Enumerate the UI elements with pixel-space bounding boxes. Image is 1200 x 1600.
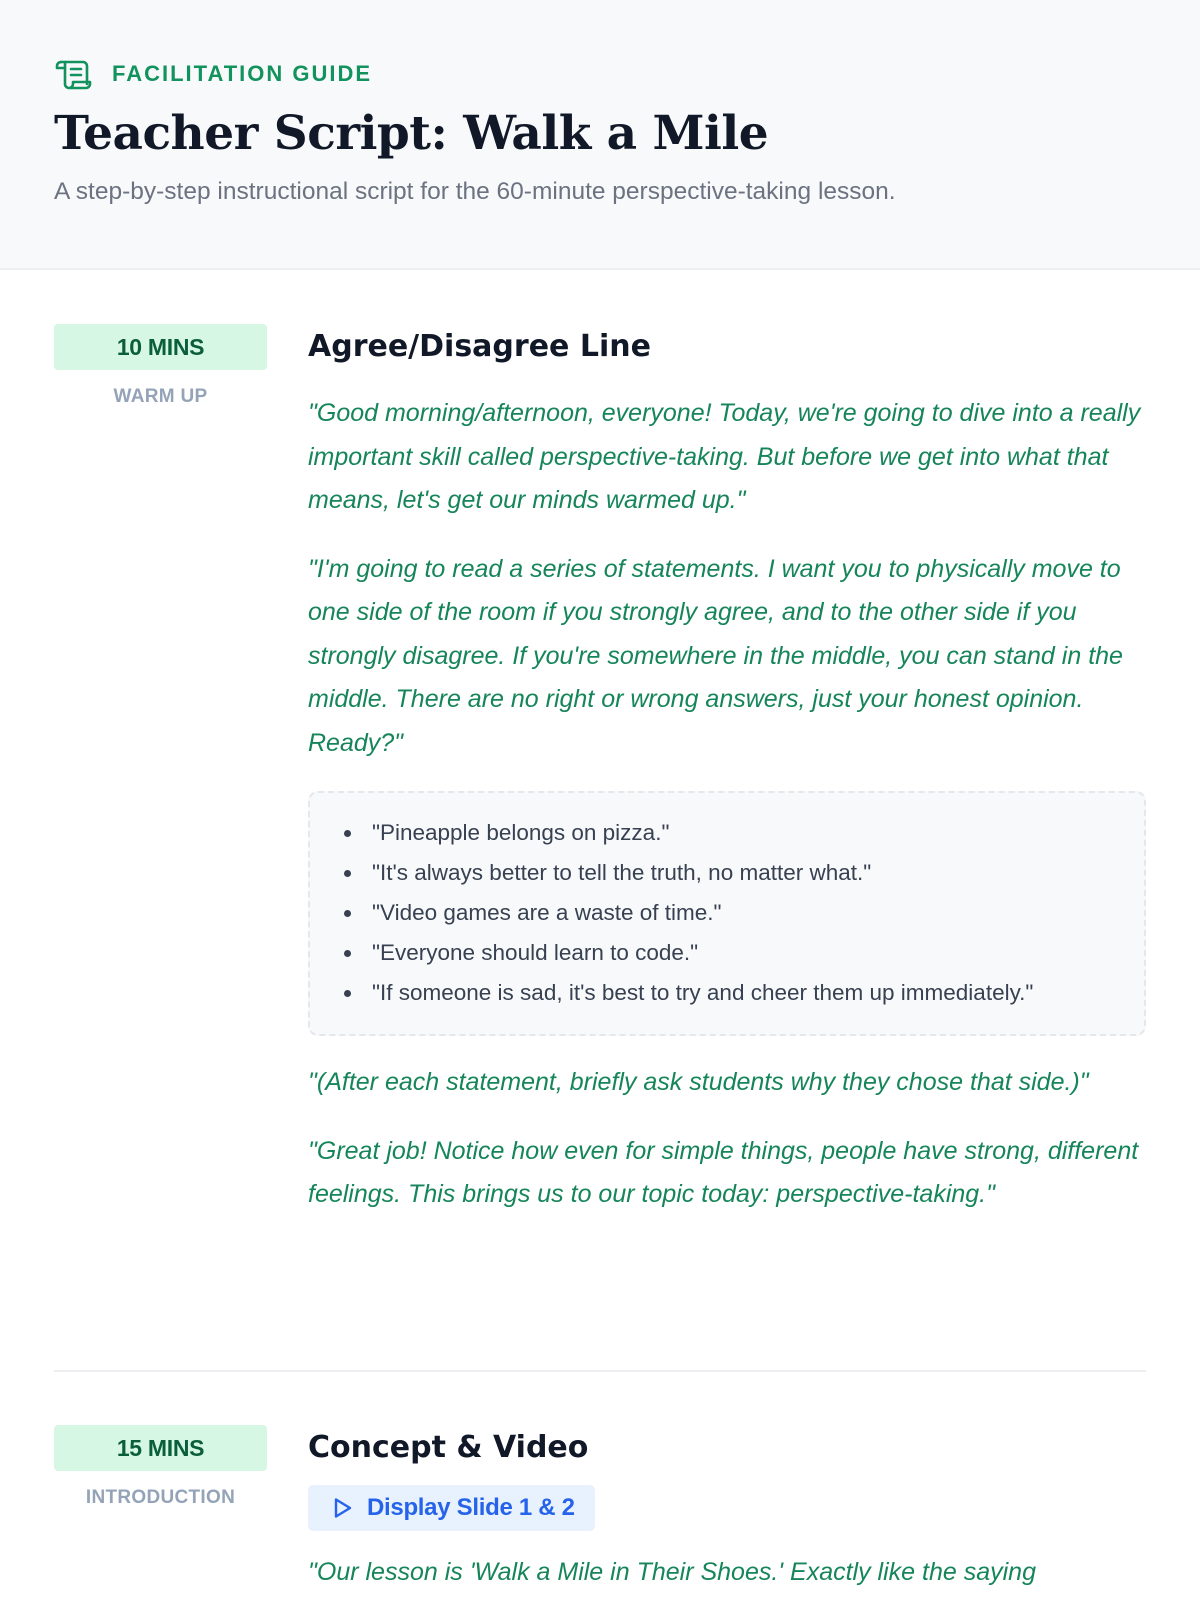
display-slide-button[interactable] — [308, 1485, 595, 1531]
script-paragraph: "(After each statement, briefly ask students why they chose that side.)" — [308, 1068, 1089, 1096]
time-column — [54, 1425, 267, 1509]
section-divider — [54, 1370, 1146, 1372]
phase-label: WARM UP — [113, 386, 208, 407]
duration-badge: 10 MINS — [54, 324, 267, 370]
script-paragraph: "Great job! Notice how even for simple things, people have strong, different feelings. This brings us to our topic today: perspective-taking." — [308, 1136, 1139, 1208]
script-paragraph: "Good morning/afternoon, everyone! Today, we're going to dive into a really important skill called perspective-taking. But before we get into what that means, let's get our minds warmed up." — [308, 399, 1141, 514]
statements-box — [308, 791, 1146, 1036]
eyebrow — [54, 56, 372, 92]
statement-item: "Everyone should learn to code." — [338, 933, 1114, 973]
time-column — [54, 324, 267, 408]
page-title: Teacher Script: Walk a Mile — [54, 106, 769, 161]
display-slide-label: Display Slide 1 & 2 — [367, 1494, 575, 1521]
page-subtitle: A step-by-step instructional script for the 60-minute perspective-taking lesson. — [54, 178, 896, 205]
section-title: Concept & Video — [308, 1430, 589, 1465]
statement-item: "If someone is sad, it's best to try and cheer them up immediately." — [338, 973, 1114, 1013]
statement-item: "It's always better to tell the truth, no matter what." — [338, 853, 1114, 893]
section-title: Agree/Disagree Line — [308, 329, 651, 364]
eyebrow-label: FACILITATION GUIDE — [112, 61, 373, 86]
section-content — [308, 324, 1146, 1217]
section-content — [308, 1425, 1146, 1595]
duration-badge: 15 MINS — [54, 1425, 267, 1471]
script-paragraph: "I'm going to read a series of statements. I want you to physically move to one side of the room if you strongly agree, and to the other side if you strongly disagree. If you're somewhere in the middle, you can stand in the middle. There are no right or wrong answers, just your honest opinion. Ready?" — [308, 554, 1123, 757]
statement-item: "Video games are a waste of time." — [338, 893, 1114, 933]
phase-label: INTRODUCTION — [85, 1487, 236, 1508]
script-paragraph: "Our lesson is 'Walk a Mile in Their Shoes.' Exactly like the saying — [308, 1558, 1036, 1586]
scroll-icon — [54, 56, 94, 92]
play-icon — [330, 1496, 354, 1520]
page-header — [0, 0, 1200, 270]
statement-item: "Pineapple belongs on pizza." — [338, 813, 1114, 853]
